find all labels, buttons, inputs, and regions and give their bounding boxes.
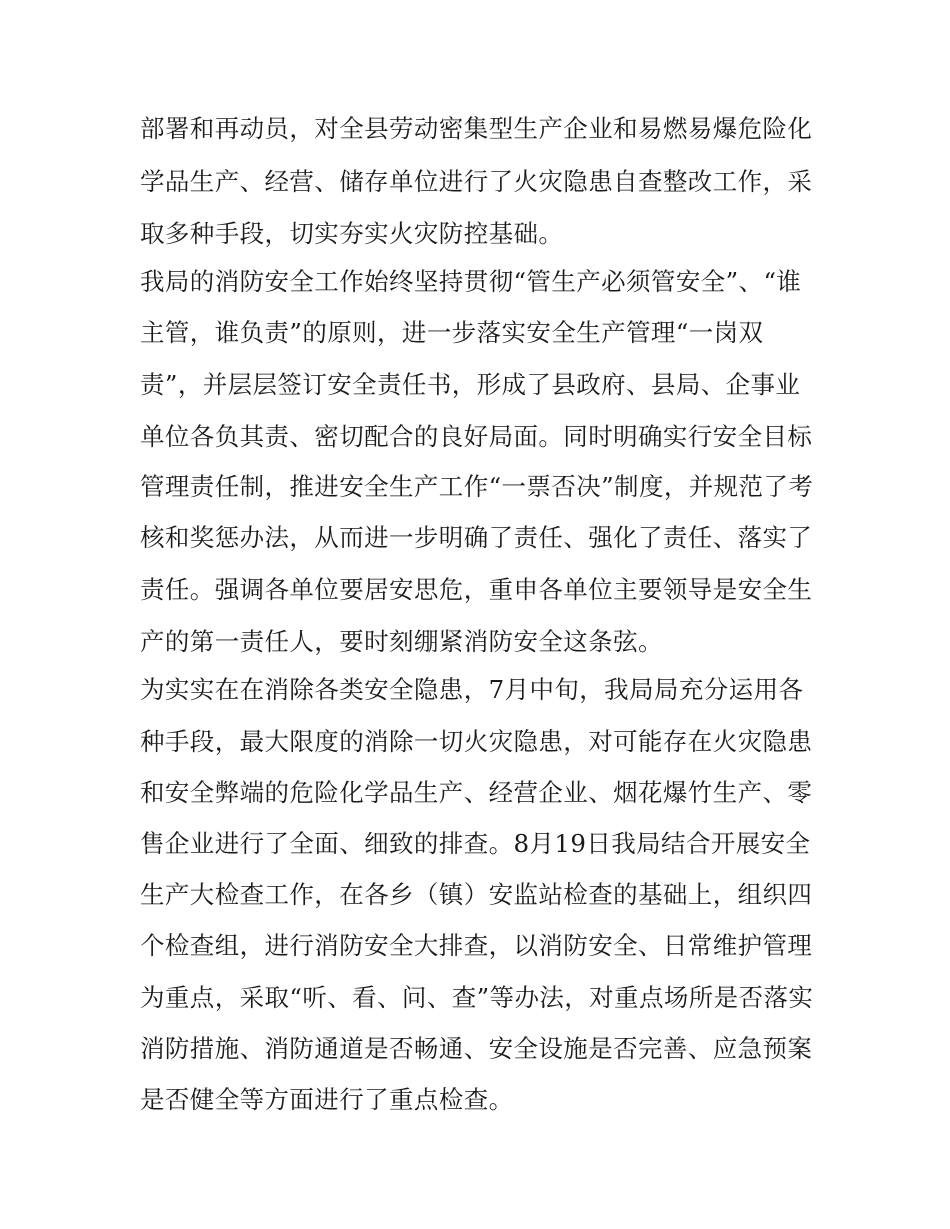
text-line: 售企业进行了全面、细致的排查。8月19日我局结合开展安全 [140,829,811,858]
text-line: 我局的消防安全工作始终坚持贯彻“管生产必须管安全”、“谁 [140,267,802,296]
text-line: 取多种手段，切实夯实火灾防控基础。 [140,219,564,248]
text-line: 部署和再动员，对全县劳动密集型生产企业和易燃易爆危险化 [140,114,813,143]
text-line: 责任。强调各单位要居安思危，重申各单位主要领导是安全生 [140,575,813,604]
text-line: 责”，并层层签订安全责任书，形成了县政府、县局、企事业 [140,370,801,399]
text-line: 主管，谁负责”的原则，进一步落实安全生产管理“一岗双 [140,318,764,347]
text-line: 核和奖惩办法，从而进一步明确了责任、强化了责任、落实了 [140,523,813,552]
text-line: 是否健全等方面进行了重点检查。 [140,1085,514,1114]
text-line: 和安全弊端的危险化学品生产、经营企业、烟花爆竹生产、零 [140,778,813,807]
text-line: 为重点，采取“听、看、问、查”等办法，对重点场所是否落实 [140,983,814,1012]
text-line: 消防措施、消防通道是否畅通、安全设施是否完善、应急预案 [140,1034,813,1063]
text-line: 单位各负其责、密切配合的良好局面。同时明确实行安全目标 [140,422,813,451]
text-line: 为实实在在消除各类安全隐患，7月中旬，我局局充分运用各 [140,675,804,704]
text-line: 管理责任制，推进安全生产工作“一票否决”制度，并规范了考 [140,472,814,501]
text-line: 种手段，最大限度的消除一切火灾隐患，对可能存在火灾隐患 [140,727,813,756]
text-line: 个检查组，进行消防安全大排查，以消防安全、日常维护管理 [140,931,813,960]
text-line: 学品生产、经营、储存单位进行了火灾隐患自查整改工作，采 [140,167,813,196]
text-line: 生产大检查工作，在各乡（镇）安监站检查的基础上，组织四 [140,880,813,909]
text-line: 产的第一责任人，要时刻绷紧消防安全这条弦。 [140,627,663,656]
